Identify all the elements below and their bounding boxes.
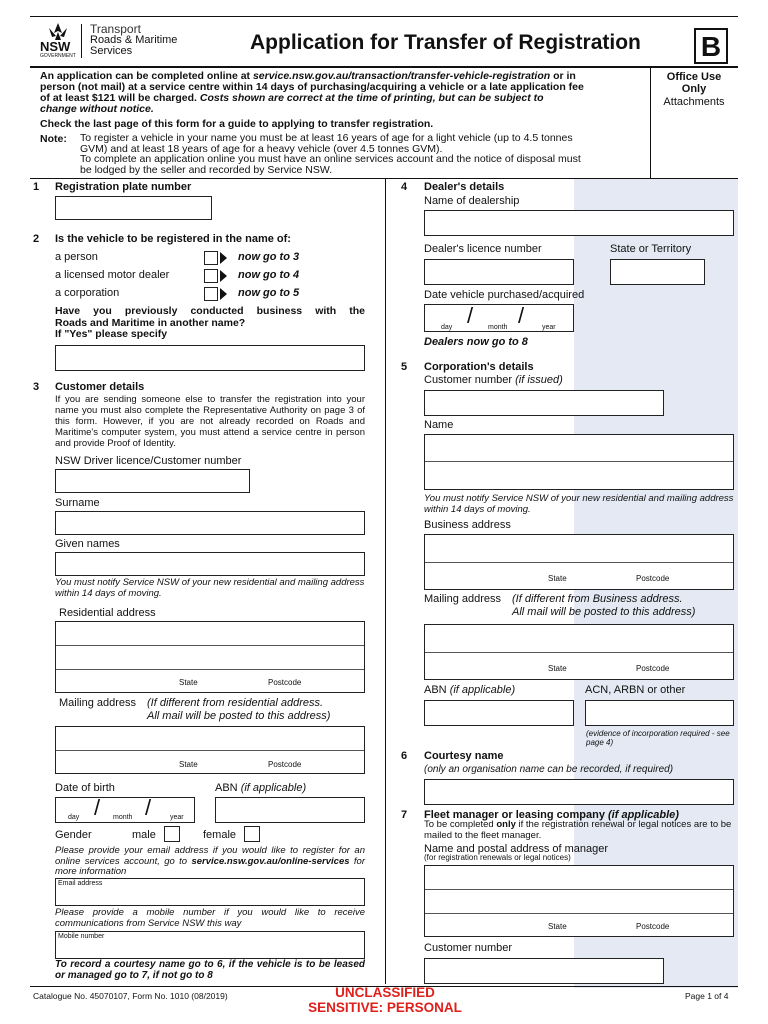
email-label: Email address <box>58 880 103 887</box>
go-to-4: now go to 4 <box>238 269 300 281</box>
option-corporation-checkbox[interactable] <box>204 287 218 301</box>
purchase-slash-1: / <box>467 303 474 328</box>
purchase-slash-2: / <box>518 303 525 328</box>
header-top-rule <box>30 16 738 17</box>
dealership-label: Name of dealership <box>424 195 520 207</box>
section3-title: Customer details <box>55 381 145 393</box>
fleet-sub-only: only <box>496 819 516 830</box>
female-checkbox[interactable] <box>244 826 260 842</box>
licence-label: NSW Driver licence/Customer number <box>55 455 242 467</box>
corp-name-line <box>425 461 733 462</box>
corp-mailing-note <box>512 593 695 619</box>
catalogue-number: Catalogue No. 45070107, Form No. 1010 (08/2019) <box>33 991 228 1001</box>
notify-note: You must notify Service NSW of your new residential and mailing address within 14 days of moving. <box>55 577 365 599</box>
abn-input[interactable] <box>215 797 365 823</box>
fleet-sub-b: if the registration renewal or legal notices are to be mailed to the fleet manager. <box>424 819 732 841</box>
classification-line1: UNCLASSIFIED <box>335 985 435 1000</box>
intro-line2: person (not mail) at a service centre within 14 days of purchasing/acquiring a vehicle or a late application fee <box>40 81 584 93</box>
corp-name-label: Name <box>424 419 454 431</box>
section5-title: Corporation's details <box>424 361 534 373</box>
fleet-sub-a: To be completed <box>424 819 494 830</box>
corp-customer-label <box>424 374 563 386</box>
dealer-state-input[interactable] <box>610 259 705 285</box>
corp-abn-text: ABN <box>424 684 447 696</box>
section3-paragraph: If you are sending someone else to transfer the registration into your name you must also complete the Representative Authority on page 3 of this form. However, if you are not already recorded on Roads and Maritime's computer system, you must attend a service centre in person and provide Proof of Identity. <box>55 394 365 449</box>
business-postcode-label: Postcode <box>636 574 670 583</box>
residential-address-input[interactable] <box>55 621 365 693</box>
nsw-logo <box>38 20 78 60</box>
mobile-label: Mobile number <box>58 933 105 940</box>
courtesy-go-note: To record a courtesy name go to 6, if the vehicle is to be leased or managed go to 7, if not go to 8 <box>55 959 365 981</box>
intro-p1-a: An application can be completed online at <box>40 70 251 82</box>
section5-number: 5 <box>401 361 408 373</box>
surname-label: Surname <box>55 497 100 509</box>
business-line <box>425 562 733 563</box>
logo-divider <box>81 24 82 58</box>
residential-line-1 <box>56 645 364 646</box>
corp-notify-note: You must notify Service NSW of your new residential and mailing address within 14 days of moving. <box>424 493 734 515</box>
surname-input[interactable] <box>55 511 365 535</box>
abn-text: ABN <box>215 782 238 794</box>
manager-label: Name and postal address of manager <box>424 843 609 855</box>
option-dealer-label: a licensed motor dealer <box>55 269 170 281</box>
corp-customer-note: (if issued) <box>515 374 563 386</box>
intro-line4: change without notice. <box>40 103 154 115</box>
mailing-note2: All mail will be posted to this address) <box>147 710 331 722</box>
corp-mailing-note2: All mail will be posted to this address) <box>512 606 696 618</box>
section4-number: 4 <box>401 181 408 193</box>
section1-label: Registration plate number <box>55 181 192 193</box>
purchase-day: day <box>441 324 453 331</box>
note-line4: be lodged by the seller and recorded by Service NSW. <box>80 163 333 176</box>
manager-note: (for registration renewals or legal notices) <box>424 853 571 862</box>
manager-line-1 <box>425 889 733 890</box>
mailing-line <box>56 750 364 751</box>
office-attachments: Attachments <box>663 96 725 108</box>
note-line1: To register a vehicle in your name you must be at least 16 years of age for a light vehicle (up to 4.5 tonnes <box>80 132 573 144</box>
email-note-a: Please provide your email address if you would like to register for an online services account, go to <box>55 845 365 867</box>
online-transfer-link[interactable]: service.nsw.gov.au/transaction/transfer-vehicle-registration <box>252 70 551 82</box>
intro-p1-line3a: of at least $121 will be charged. <box>40 92 197 104</box>
section1-number: 1 <box>33 181 40 193</box>
acn-label: ACN, ARBN or other <box>585 684 686 696</box>
manager-line-2 <box>425 913 733 914</box>
male-label: male <box>132 829 156 841</box>
dealers-go-to-8: Dealers now go to 8 <box>424 336 528 348</box>
residential-line-2 <box>56 669 364 670</box>
courtesy-note: (only an organisation name can be recorded, if required) <box>424 764 674 775</box>
classification-line2: SENSITIVE: PERSONAL <box>308 1000 462 1015</box>
manager-postcode-label: Postcode <box>636 922 670 931</box>
manager-state-label: State <box>548 922 567 931</box>
nsw-text: NSW <box>40 39 71 54</box>
dealer-licence-label: Dealer's licence number <box>424 243 542 255</box>
column-divider <box>385 178 386 984</box>
previous-business-question <box>55 306 365 341</box>
section6-number: 6 <box>401 750 408 762</box>
mailing-note1: (If different from residential address. <box>147 697 324 709</box>
residential-label: Residential address <box>59 607 156 619</box>
mailing-postcode-label: Postcode <box>268 760 302 769</box>
note-label: Note: <box>40 133 67 145</box>
section4-title: Dealer's details <box>424 181 505 193</box>
corp-mailing-line <box>425 652 733 653</box>
online-services-link[interactable]: service.nsw.gov.au/online-services <box>191 855 350 867</box>
dob-slash-2: / <box>145 795 152 820</box>
given-names-label: Given names <box>55 538 120 550</box>
purchase-month: month <box>488 324 508 331</box>
fleet-sub-note <box>424 820 734 841</box>
licence-input[interactable] <box>55 469 250 493</box>
go-to-5: now go to 5 <box>238 287 300 299</box>
corp-abn-note: (if applicable) <box>449 684 516 696</box>
corp-mailing-label: Mailing address <box>424 593 502 605</box>
form-letter-badge: B <box>694 28 728 64</box>
dob-slash-1: / <box>94 795 101 820</box>
abn-label <box>215 782 306 794</box>
corp-mailing-postcode-label: Postcode <box>636 664 670 673</box>
option-person-label: a person <box>55 251 98 263</box>
corp-name-input[interactable] <box>424 434 734 490</box>
courtesy-name-input[interactable] <box>424 779 734 805</box>
go-to-3: now go to 3 <box>238 251 300 263</box>
business-state-label: State <box>548 574 567 583</box>
prev-q2: Roads and Maritime in another name? <box>55 316 246 329</box>
dob-month: month <box>113 814 133 821</box>
corp-customer-input[interactable] <box>424 390 664 416</box>
intro-p1-b: or in <box>553 70 576 82</box>
purchase-date-label: Date vehicle purchased/acquired <box>424 289 585 301</box>
email-note-b: for more information <box>55 855 365 877</box>
option-corporation-label: a corporation <box>55 287 120 299</box>
option-dealer-checkbox[interactable] <box>204 269 218 283</box>
page-title: Application for Transfer of Registration <box>250 31 641 54</box>
business-address-label: Business address <box>424 519 511 531</box>
manager-address-input[interactable] <box>424 865 734 937</box>
female-label: female <box>203 829 237 841</box>
section7-title-note: (if applicable) <box>608 809 679 821</box>
section3-number: 3 <box>33 381 40 393</box>
dealership-input[interactable] <box>424 210 734 236</box>
option-person-checkbox[interactable] <box>204 251 218 265</box>
dob-day: day <box>68 814 80 821</box>
corp-customer-text: Customer number <box>424 374 513 386</box>
abn-note: (if applicable) <box>240 782 307 794</box>
agency-name <box>90 24 177 57</box>
dealer-licence-input[interactable] <box>424 259 574 285</box>
dealer-state-label: State or Territory <box>610 243 692 255</box>
previous-name-input[interactable] <box>55 345 365 371</box>
agency-line1: Transport <box>90 22 141 36</box>
arrow-icon <box>220 288 227 300</box>
intro-guide: Check the last page of this form for a guide to applying to transfer registration. <box>40 118 434 130</box>
dob-year: year <box>170 814 184 821</box>
male-checkbox[interactable] <box>164 826 180 842</box>
agency-line2: Roads & Maritime <box>90 34 178 46</box>
corp-abn-label <box>424 684 515 696</box>
prev-q3: If "Yes" please specify <box>55 328 168 340</box>
section2-number: 2 <box>33 233 40 245</box>
fleet-customer-input[interactable] <box>424 958 664 984</box>
given-names-input[interactable] <box>55 552 365 576</box>
plate-number-input[interactable] <box>55 196 212 220</box>
note-line2: GVM) and at least 18 years of age for a heavy vehicle (over 4.5 tonnes GVM). <box>80 142 443 155</box>
purchase-year: year <box>542 324 556 331</box>
prev-q1: Have you previously conducted business with the <box>55 305 365 317</box>
mailing-state-label: State <box>179 760 198 769</box>
section2-question: Is the vehicle to be registered in the name of: <box>55 233 291 245</box>
arrow-icon <box>220 270 227 282</box>
office-use-title1: Office Use <box>666 71 722 83</box>
acn-input[interactable] <box>585 700 734 726</box>
email-note <box>55 846 365 878</box>
residential-postcode-label: Postcode <box>268 678 302 687</box>
section6-title: Courtesy name <box>424 750 504 762</box>
intro-p1-line3b: Costs shown are correct at the time of printing, but can be subject to <box>199 92 544 104</box>
dob-label: Date of birth <box>55 782 115 794</box>
residential-state-label: State <box>179 678 198 687</box>
corp-mailing-state-label: State <box>548 664 567 673</box>
mailing-note <box>147 697 330 723</box>
corp-mailing-note1: (If different from Business address. <box>512 593 683 605</box>
note-line3: To complete an application online you must have an online services account and the notice of disposal must <box>80 153 581 165</box>
arrow-icon <box>220 252 227 264</box>
section7-number: 7 <box>401 809 408 821</box>
office-use-title2: Only <box>681 83 707 95</box>
classification-label <box>280 985 490 1015</box>
mailing-label: Mailing address <box>59 697 137 709</box>
page-number: Page 1 of 4 <box>685 991 729 1001</box>
agency-line3: Services <box>90 45 133 57</box>
note-text <box>80 133 581 175</box>
fleet-customer-label: Customer number <box>424 942 513 954</box>
evidence-note: (evidence of incorporation required - see page 4) <box>586 729 730 747</box>
mobile-note: Please provide a mobile number if you would like to receive communications from Service NSW this way <box>55 907 365 929</box>
corp-abn-input[interactable] <box>424 700 574 726</box>
office-use-header <box>651 71 737 108</box>
gender-label: Gender <box>55 829 92 841</box>
section7-title-text: Fleet manager or leasing company <box>424 809 605 821</box>
nsw-sub: GOVERNMENT <box>40 53 76 59</box>
